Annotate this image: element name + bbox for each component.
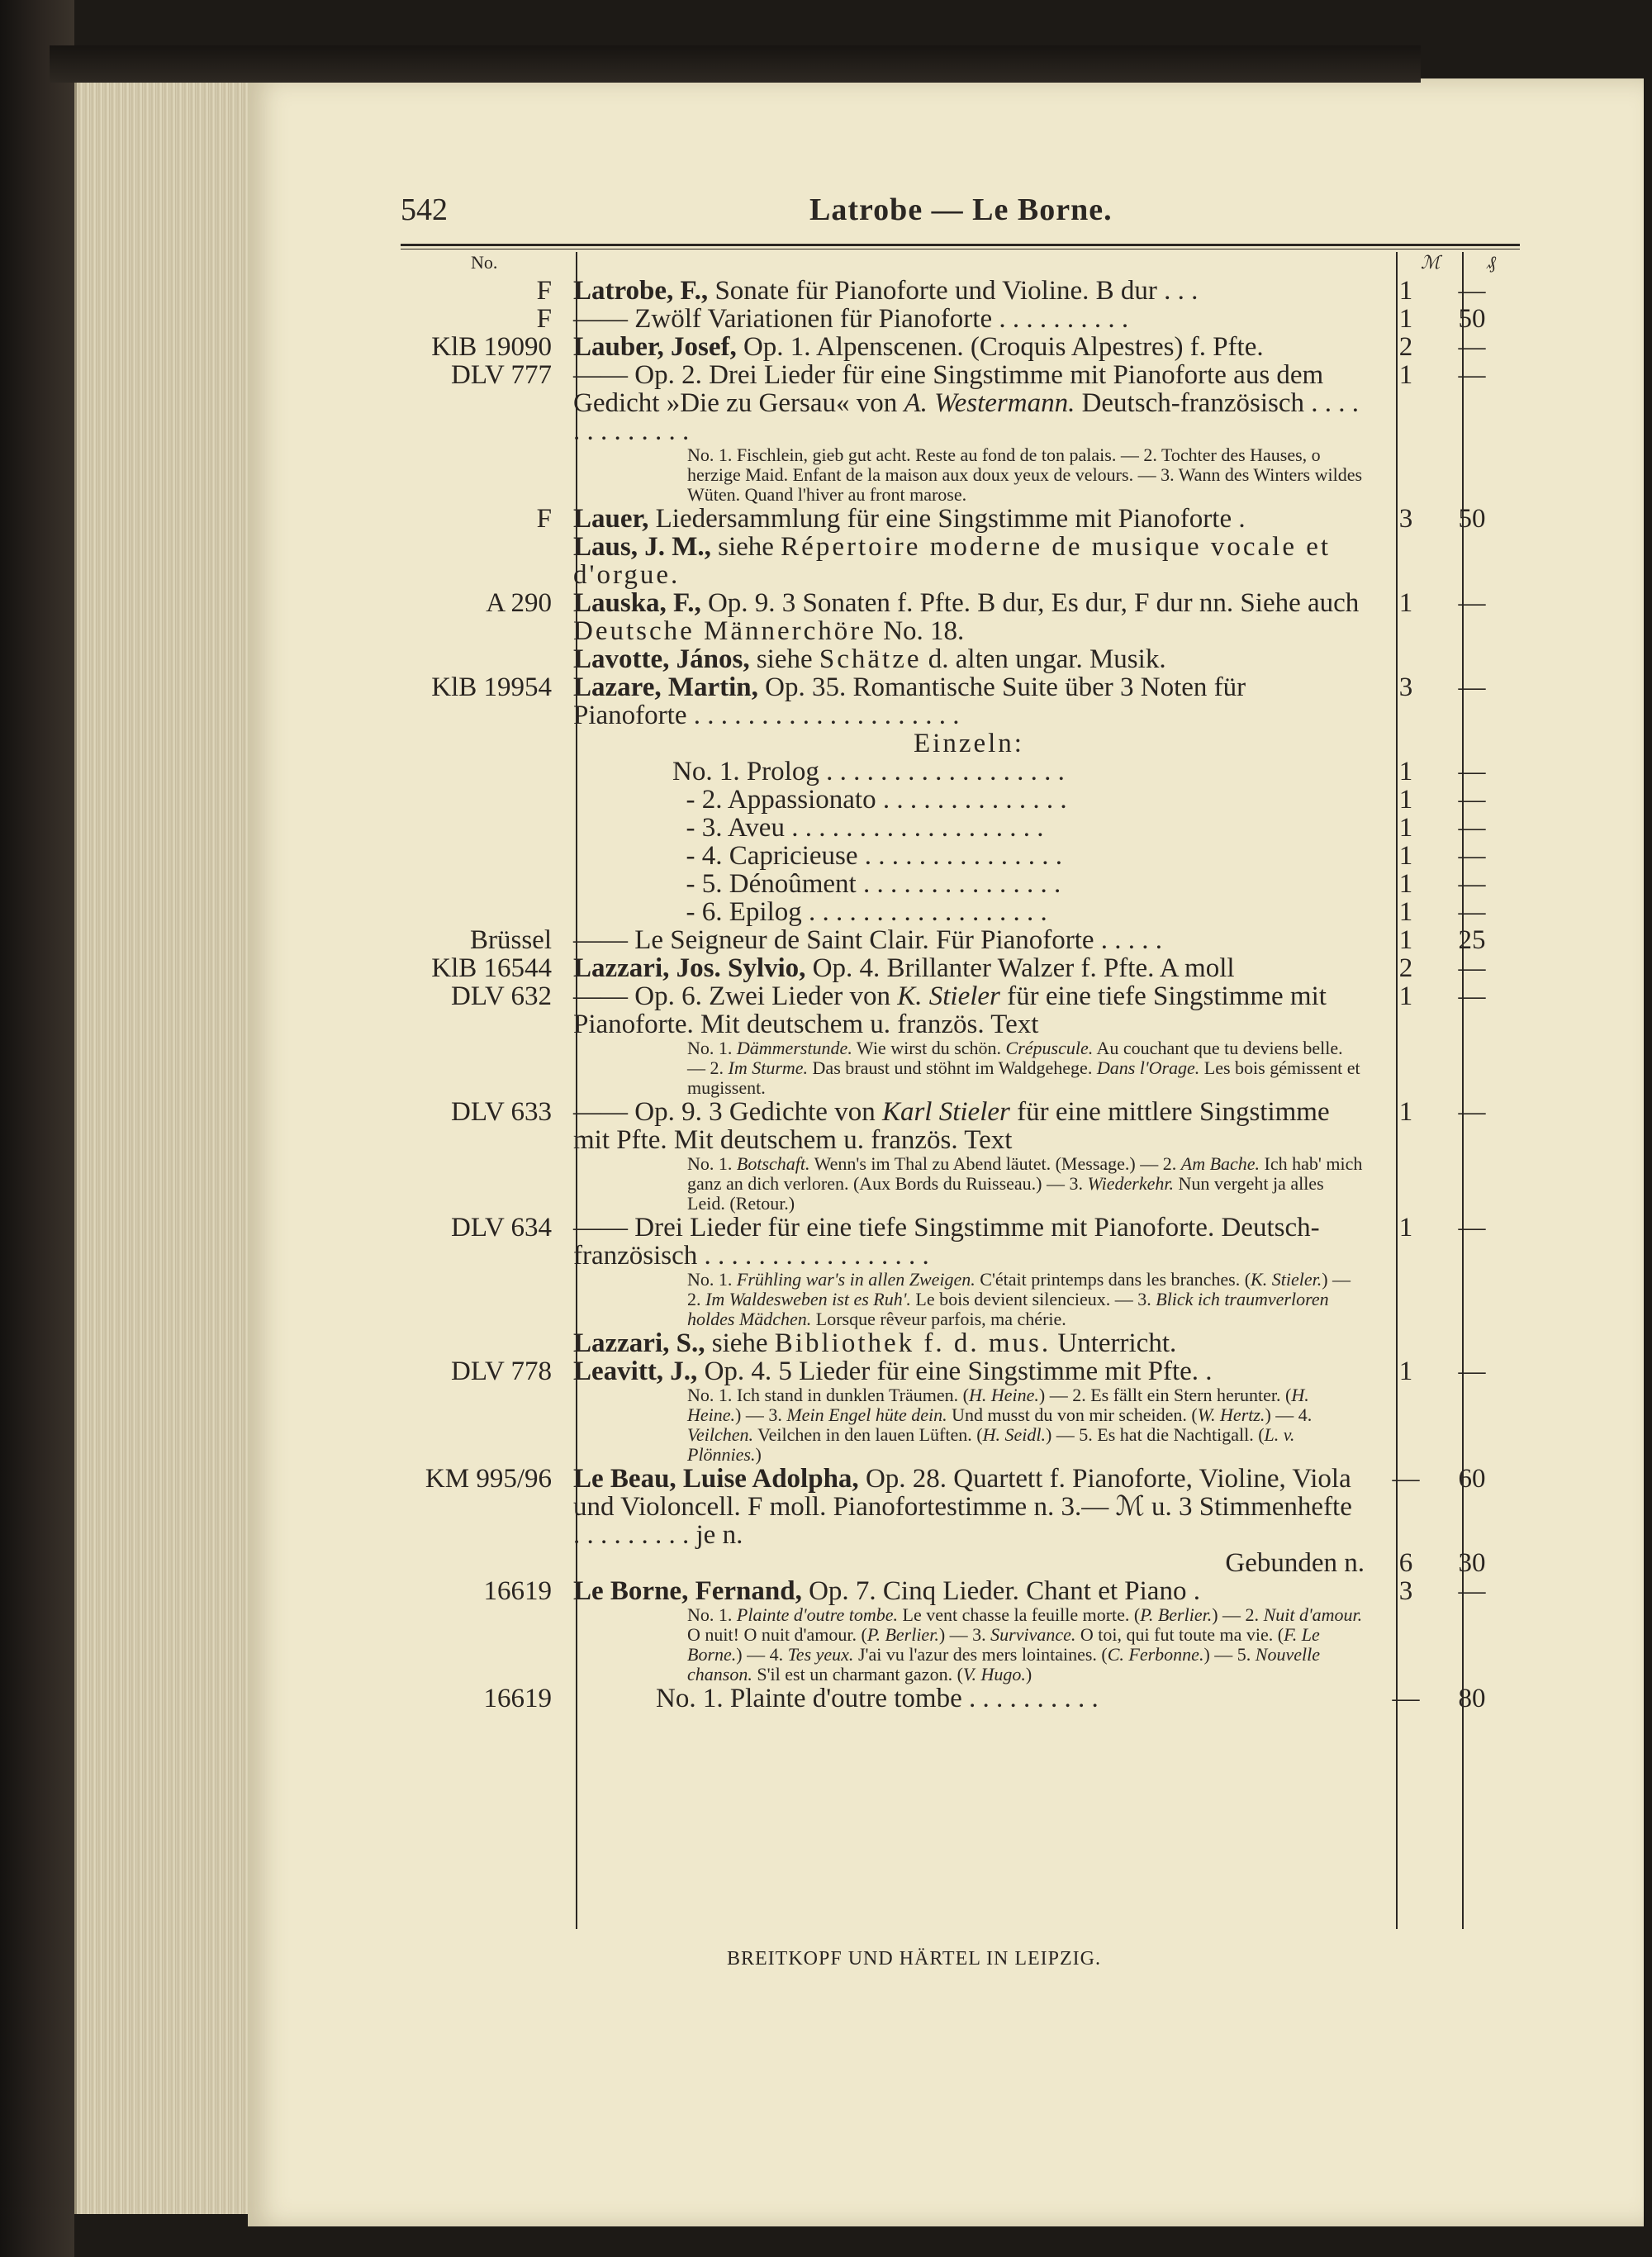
catalog-entry [388,842,1536,870]
entry-catalog-number: 16619 [483,1576,552,1606]
catalog-entry [388,1385,1536,1465]
entry-price-mark: 1 [1398,360,1413,390]
entry-catalog-number: DLV 777 [451,360,552,390]
entry-title: - 4. Capricieuse . . . . . . . . . . . . . . . [672,841,1063,871]
entry-title: —— Op. 2. Drei Lieder für eine Singstimme mit Pianoforte aus dem Gedicht »Die zu Gersau« von A. Westermann. Deutsch-französisch . . . . . . . . . . . . . [573,360,1359,446]
catalog-entry [388,1577,1536,1605]
catalog-entry [388,533,1536,589]
catalog-entry [388,1357,1536,1385]
entry-price-pfennig: — [1458,1357,1486,1386]
entry-price-pfennig: — [1458,276,1486,306]
entry-contents-note: No. 1. Plainte d'outre tombe. Le vent chasse la feuille morte. (P. Berlier.) — 2. Nuit d'amour. O nuit! O nuit d'amour. (P. Berlier.) — 3. Survivance. O toi, qui fut toute ma vie. (F. Le Borne.) — 4. Tes yeux. J'ai vu l'azur des mers lointaines. (C. Ferbonne.) — 5. Nouvelle chanson. S'il est un charmant gazon. (V. Hugo.) [687,1604,1363,1684]
entry-price-pfennig: — [1458,332,1486,362]
entry-title: —— Drei Lieder für eine tiefe Singstimme mit Pianoforte. Deutsch-französisch . . . . . . . . . . . . . . . . . [573,1213,1320,1271]
entry-price-pfennig: — [1458,1097,1486,1127]
entry-title: - 5. Dénoûment . . . . . . . . . . . . . . . [672,869,1061,899]
entry-price-mark: 1 [1398,276,1413,306]
entry-price-mark: 3 [1398,504,1413,534]
entry-price-pfennig: 50 [1458,504,1486,534]
page-edges [74,66,259,2214]
catalog-entry [388,645,1536,673]
entry-title: No. 1. Plainte d'outre tombe . . . . . . . . . . [656,1684,1099,1713]
entry-catalog-number: KlB 19954 [431,672,552,702]
entry-catalog-number: KM 995/96 [425,1464,552,1494]
entry-title: - 2. Appassionato . . . . . . . . . . . . . . [672,785,1067,815]
publisher-footer: BREITKOPF UND HÄRTEL IN LEIPZIG. [727,1948,1101,1970]
catalog-entry [388,589,1536,645]
entry-price-pfennig: — [1458,841,1486,871]
catalog-entry [388,361,1536,445]
catalog-entry [388,505,1536,533]
entry-price-mark: 1 [1398,841,1413,871]
catalog-entries [388,277,1536,1713]
entry-price-pfennig: 60 [1458,1464,1486,1494]
catalog-entry [388,1329,1536,1357]
column-header-no: No. [471,252,498,273]
header-rule [401,244,1520,246]
entry-catalog-number: DLV 632 [451,981,552,1011]
entry-price-mark: 1 [1398,588,1413,618]
entry-catalog-number: KlB 19090 [431,332,552,362]
entry-catalog-number: DLV 634 [451,1213,552,1243]
catalog-entry [388,1684,1536,1713]
catalog-entry [388,1465,1536,1549]
catalog-entry [388,1098,1536,1154]
entry-price-mark: 1 [1398,897,1413,927]
entry-price-pfennig: — [1458,757,1486,786]
catalog-entry [388,954,1536,982]
entry-title: —— Op. 6. Zwei Lieder von K. Stieler für eine tiefe Singstimme mit Pianoforte. Mit deutschem u. französ. Text [573,981,1327,1039]
catalog-entry [388,1214,1536,1270]
entry-price-pfennig: 50 [1458,304,1486,334]
catalog-entry [388,1038,1536,1098]
entry-title: Lauska, F., Op. 9. 3 Sonaten f. Pfte. B dur, Es dur, F dur nn. Siehe auch Deutsche Männerchöre No. 18. [573,588,1360,646]
entry-title: Lazare, Martin, Op. 35. Romantische Suite über 3 Noten für Pianoforte . . . . . . . . . . . . . . . . . . . . [573,672,1246,730]
catalog-entry [388,1605,1536,1684]
entry-contents-note: No. 1. Frühling war's in allen Zweigen. C'était printemps dans les branches. (K. Stieler.) — 2. Im Waldesweben ist es Ruh'. Le bois devient silencieux. — 3. Blick ich traumverloren holdes Mädchen. Lorsque rêveur parfois, ma chérie. [687,1269,1351,1329]
catalog-entry [388,814,1536,842]
catalog-entry [388,1270,1536,1329]
entry-price-pfennig: — [1458,897,1486,927]
entry-title: Lavotte, János, siehe Schätze d. alten ungar. Musik. [573,644,1166,674]
entry-price-pfennig: — [1458,953,1486,983]
entry-price-pfennig: — [1458,672,1486,702]
catalog-entry [388,926,1536,954]
entry-price-mark: 1 [1398,304,1413,334]
entry-price-pfennig: — [1458,813,1486,843]
entry-catalog-number: F [536,504,552,534]
entry-title: No. 1. Prolog . . . . . . . . . . . . . . . . . . [672,757,1065,786]
entry-price-pfennig: 80 [1458,1684,1486,1713]
entry-title: Latrobe, F., Sonate für Pianoforte und Violine. B dur . . . [573,276,1199,306]
entry-title: —— Le Seigneur de Saint Clair. Für Pianoforte . . . . . [573,925,1163,955]
entry-price-mark: 1 [1398,1357,1413,1386]
catalog-entry [388,898,1536,926]
entry-price-pfennig: — [1458,869,1486,899]
entry-price-mark: 6 [1398,1548,1413,1578]
entry-title: Gebunden n. [1225,1548,1365,1578]
entry-title: - 3. Aveu . . . . . . . . . . . . . . . . . . . [672,813,1044,843]
entry-title: - 6. Epilog . . . . . . . . . . . . . . . . . . [672,897,1047,927]
entry-price-mark: 1 [1398,981,1413,1011]
entry-price-pfennig: 25 [1458,925,1486,955]
column-header-pf: ₰ [1487,252,1496,273]
entry-price-mark: 1 [1398,785,1413,815]
page-title: Latrobe — Le Borne. [809,192,1113,227]
top-shadow [50,45,1421,83]
section-heading: Einzeln: [914,729,1024,758]
entry-catalog-number: F [536,304,552,334]
page-number: 542 [401,192,448,227]
entry-price-pfennig: — [1458,981,1486,1011]
entry-price-mark: 1 [1398,925,1413,955]
entry-price-pfennig: — [1458,360,1486,390]
entry-price-mark: 1 [1398,813,1413,843]
entry-catalog-number: KlB 16544 [431,953,552,983]
entry-title: Le Borne, Fernand, Op. 7. Cinq Lieder. Chant et Piano . [573,1576,1200,1606]
entry-title: Lauer, Liedersammlung für eine Singstimme mit Pianoforte . [573,504,1246,534]
entry-catalog-number: F [536,276,552,306]
entry-price-mark: 1 [1398,757,1413,786]
entry-title: Lazzari, Jos. Sylvio, Op. 4. Brillanter Walzer f. Pfte. A moll [573,953,1235,983]
entry-price-pfennig: — [1458,588,1486,618]
entry-price-mark: 1 [1398,1097,1413,1127]
catalog-entry [388,729,1536,758]
catalog-entry [388,982,1536,1038]
entry-contents-note: No. 1. Botschaft. Wenn's im Thal zu Abend läutet. (Message.) — 2. Am Bache. Ich hab' mich ganz an dich verloren. (Aux Bords du Ruisseau.) — 3. Wiederkehr. Nun vergeht ja alles Leid. (Retour.) [687,1153,1363,1214]
entry-price-mark: — [1392,1464,1420,1494]
catalog-entry [388,445,1536,505]
catalog-entry [388,1154,1536,1214]
entry-price-mark: 1 [1398,869,1413,899]
catalog-entry [388,1549,1536,1577]
entry-catalog-number: DLV 633 [451,1097,552,1127]
entry-price-mark: — [1392,1684,1420,1713]
entry-price-mark: 2 [1398,332,1413,362]
entry-title: Leavitt, J., Op. 4. 5 Lieder für eine Singstimme mit Pfte. . [573,1357,1213,1386]
column-header-mark: ℳ [1421,252,1441,273]
entry-contents-note: No. 1. Dämmerstunde. Wie wirst du schön. Crépuscule. Au couchant que tu deviens belle. — 2. Im Sturme. Das braust und stöhnt im Waldgehege. Dans l'Orage. Les bois gémissent et mugissent. [687,1038,1360,1098]
entry-price-pfennig: — [1458,1213,1486,1243]
catalog-entry [388,333,1536,361]
entry-catalog-number: A 290 [486,588,552,618]
catalog-entry [388,673,1536,729]
entry-catalog-number: 16619 [483,1684,552,1713]
entry-price-mark: 2 [1398,953,1413,983]
entry-price-pfennig: — [1458,785,1486,815]
entry-catalog-number: DLV 778 [451,1357,552,1386]
entry-title: Lazzari, S., siehe Bibliothek f. d. mus. Unterricht. [573,1328,1177,1358]
catalog-entry [388,758,1536,786]
entry-contents-note: No. 1. Fischlein, gieb gut acht. Reste au fond de ton palais. — 2. Tochter des Hauses, o herzige Maid. Enfant de la maison aux doux yeux de velours. — 3. Wann des Winters wildes Wüten. Quand l'hiver au front marose. [687,444,1363,505]
entry-title: Le Beau, Luise Adolpha, Op. 28. Quartett f. Pianoforte, Violine, Viola und Violoncell. F moll. Pianofortestimme n. 3.— ℳ u. 3 Stimmenhefte . . . . . . . . . je n. [573,1464,1352,1550]
catalog-entry [388,870,1536,898]
entry-contents-note: No. 1. Ich stand in dunklen Träumen. (H. Heine.) — 2. Es fällt ein Stern herunter. (H. Heine.) — 3. Mein Engel hüte dein. Und musst du von mir scheiden. (W. Hertz.) — 4. Veilchen. Veilchen in den lauen Lüften. (H. Seidl.) — 5. Es hat die Nachtigall. (L. v. Plönnies.) [687,1385,1313,1465]
catalog-entry [388,786,1536,814]
entry-price-mark: 3 [1398,1576,1413,1606]
book-cover-edge [0,0,74,2257]
catalog-entry [388,277,1536,305]
entry-title: —— Op. 9. 3 Gedichte von Karl Stieler für eine mittlere Singstimme mit Pfte. Mit deutschem u. französ. Text [573,1097,1330,1155]
entry-title: —— Zwölf Variationen für Pianoforte . . . . . . . . . . [573,304,1129,334]
catalog-entry [388,305,1536,333]
entry-catalog-number: Brüssel [470,925,552,955]
entry-price-mark: 1 [1398,1213,1413,1243]
entry-title: Laus, J. M., siehe Répertoire moderne de musique vocale et d'orgue. [573,532,1332,590]
entry-title: Lauber, Josef, Op. 1. Alpenscenen. (Croquis Alpestres) f. Pfte. [573,332,1264,362]
entry-price-pfennig: — [1458,1576,1486,1606]
entry-price-mark: 3 [1398,672,1413,702]
entry-price-pfennig: 30 [1458,1548,1486,1578]
